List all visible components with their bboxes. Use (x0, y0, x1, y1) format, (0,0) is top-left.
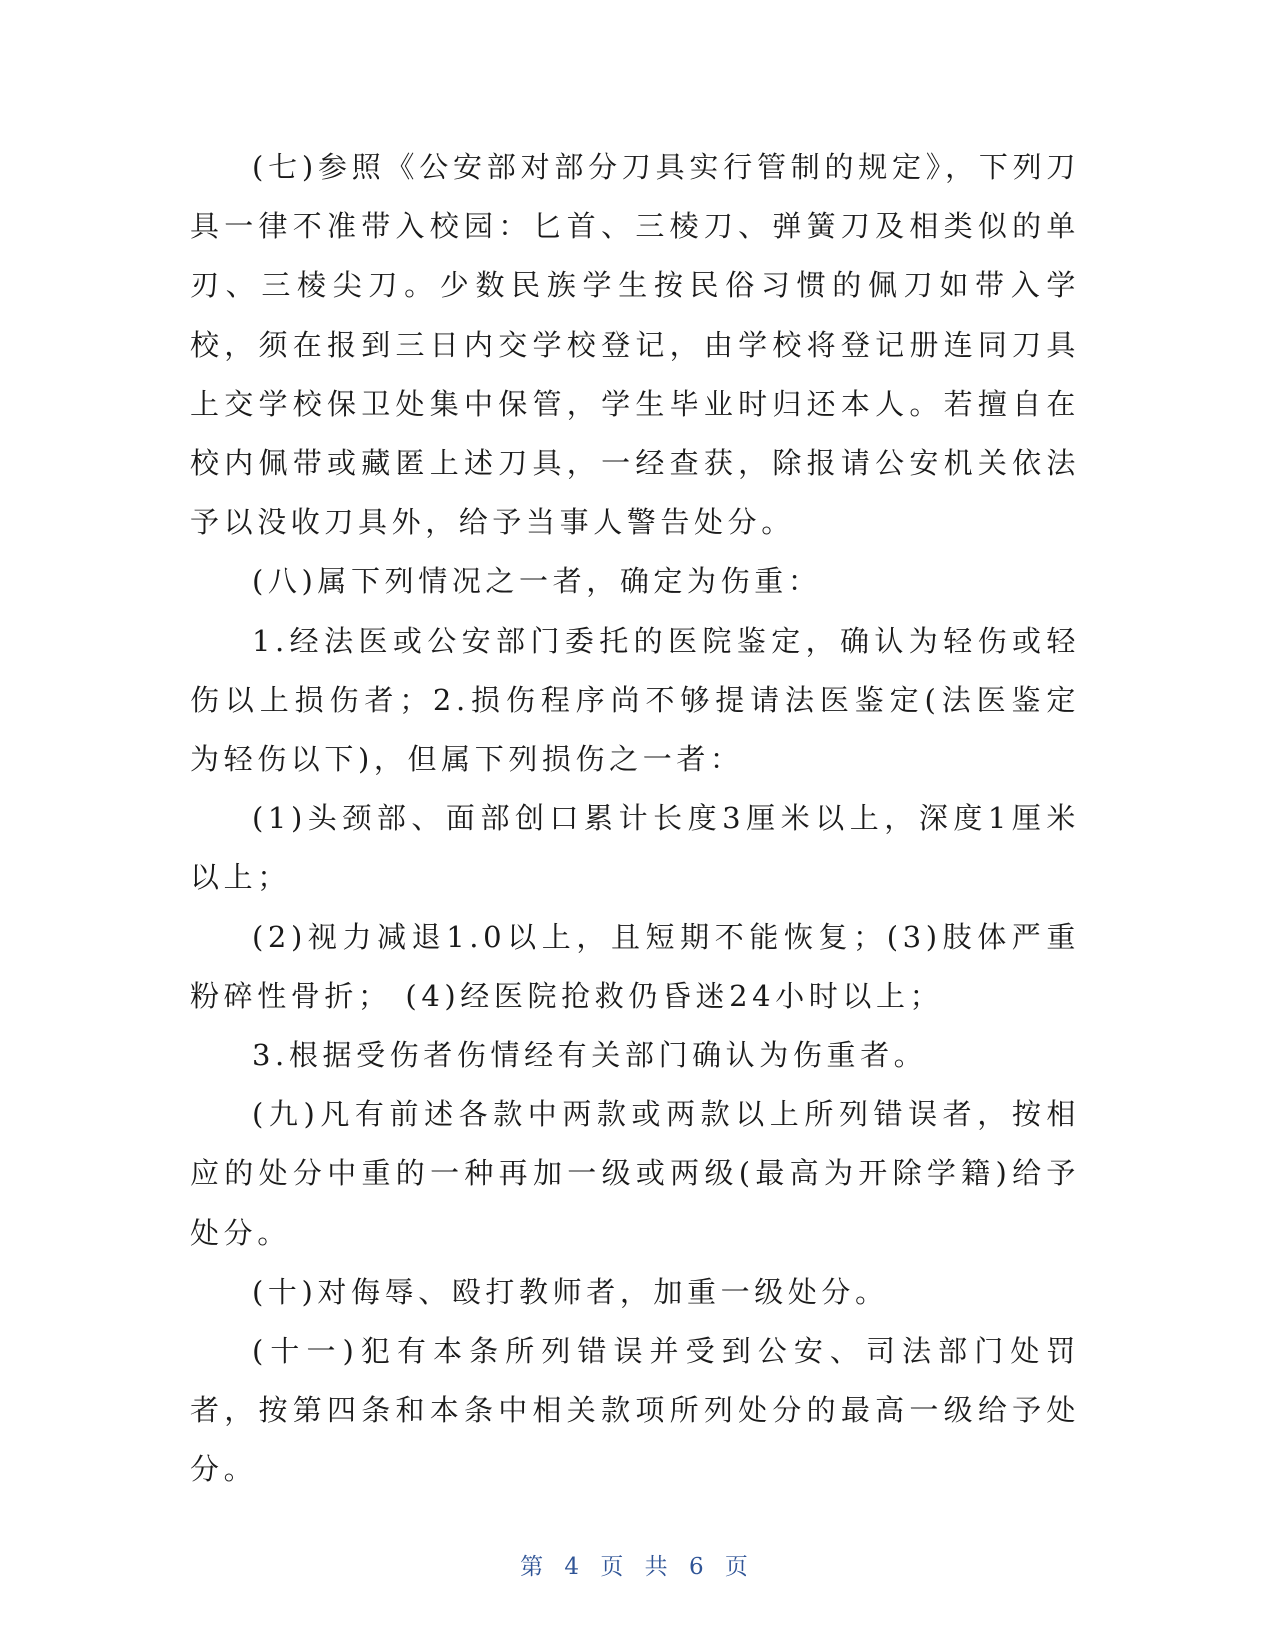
paragraph-8: (八)属下列情况之一者，确定为伤重： (252, 564, 822, 599)
paragraph-9: (九)凡有前述各款中两款或两款以上所列错误者，按相应的处分中重的一种再加一级或两级(最高为开除学籍)给予处分。 (190, 1097, 1080, 1250)
page-number-footer: 第 4 页 共 6 页 (520, 1554, 755, 1580)
paragraph-8-item-3: 3.根据受伤者伤情经有关部门确认为伤重者。 (252, 1038, 928, 1073)
paragraph-10: (十)对侮辱、殴打教师者，加重一级处分。 (252, 1274, 889, 1309)
paragraph-8-sub-1: (1)头颈部、面部创口累计长度3厘米以上，深度1厘米以上； (190, 801, 1080, 895)
paragraph-11: (十一)犯有本条所列错误并受到公安、司法部门处罚者，按第四条和本条中相关款项所列处分的最高一级给予处分。 (190, 1334, 1080, 1487)
paragraph-8-item-1-2: 1.经法医或公安部门委托的医院鉴定，确认为轻伤或轻伤以上损伤者；2.损伤程序尚不够提请法医鉴定(法医鉴定为轻伤以下)，但属下列损伤之一者： (190, 623, 1080, 777)
paragraph-7: (七)参照《公安部对部分刀具实行管制的规定》，下列刀具一律不准带入校园：匕首、三棱刀、弹簧刀及相类似的单刃、三棱尖刀。少数民族学生按民俗习惯的佩刀如带入学校，须在报到三日内交学校登记，由学校将登记册连同刀具上交学校保卫处集中保管，学生毕业时归还本人。若擅自在校内佩带或藏匿上述刀具，一经查获，除报请公安机关依法予以没收刀具外，给予当事人警告处分。 (190, 150, 1080, 540)
paragraph-8-sub-2-4: (2)视力减退1.0以上，且短期不能恢复；(3)肢体严重粉碎性骨折； (4)经医院抢救仍昏迷24小时以上； (190, 919, 1080, 1013)
document-body (190, 138, 1080, 1500)
